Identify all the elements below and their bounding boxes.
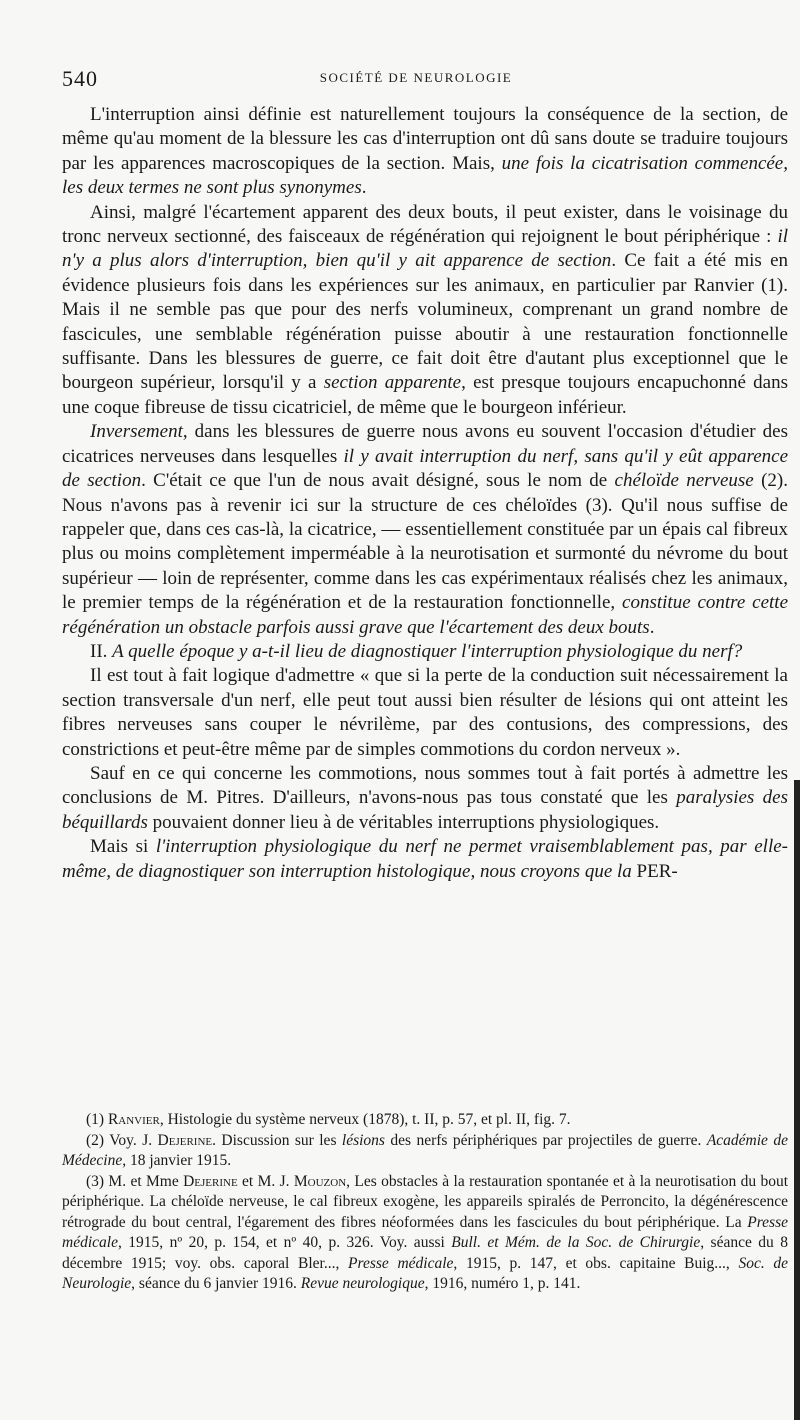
footnote-run: Dejerine <box>157 1131 213 1149</box>
text-run: une fois la cicatrisation commencée, les deux termes ne sont plus synonymes <box>62 152 788 199</box>
text-run: L'interruption ainsi définie est naturellement toujours la conséquence de la section, de même qu'au moment de la blessure les cas d'interruption ont dû sans doute se traduire toujours par les apparences macroscopiques de la section. Mais, <box>62 104 788 174</box>
footnote-run: Revue neurologique <box>300 1275 425 1292</box>
text-run: il n'y a plus alors d'interruption, bien qu'il y ait apparence de section <box>62 226 788 272</box>
page-number: 540 <box>62 66 98 91</box>
paragraph <box>62 103 788 201</box>
footnote-run: , séance du 8 décembre 1915; voy. obs. caporal Bler..., <box>62 1234 788 1272</box>
footnote-run: , 1915, p. 147, et obs. capitaine Buig..., <box>453 1254 739 1272</box>
footnote-run: Dejerine <box>183 1172 238 1190</box>
footnote-run: Académie de Médecine <box>62 1131 788 1169</box>
footnote-run: Presse médicale <box>348 1254 454 1272</box>
footnote-run: et M. J. <box>237 1172 294 1190</box>
text-run: Il est tout à fait logique d'admettre « que si la perte de la conduction suit nécessairement la section transversale d'un nerf, elle peut tout aussi bien résulter de lésions qui ont atteint les fibres nerveuses sans couper le névrilème, par des contusions, des compressions, des constrictions et peut-être même par de simples commotions du cordon nerveux ». <box>62 665 788 760</box>
text-run: pouvaient donner lieu à de véritables interruptions physiologiques. <box>147 811 660 833</box>
text-run: l'interruption physiologique du nerf ne permet vraisemblablement pas, par elle-même, de diagnostiquer son interruption histologique, nous croyons que la <box>62 836 788 882</box>
text-run: chéloïde nerveuse <box>614 470 754 492</box>
footnote-run: Presse médicale <box>62 1213 788 1251</box>
page-header <box>62 66 770 94</box>
text-run: . Ce fait a été mis en évidence plusieurs fois dans les expériences sur les animaux, en particulier par Ranvier (1). Mais il ne semble pas que pour des nerfs volumineux, comprenant un grand nombre de fascicules, une semblable régénération puisse aboutir à une restauration fonctionnelle suffisante. Dans les blessures de guerre, ce fait doit être d'autant plus exceptionnel que le bourgeon supérieur, lorsqu'il y a <box>62 250 789 394</box>
text-run: section apparente <box>323 372 462 394</box>
footnote-run: des nerfs périphériques par projectiles de guerre. <box>384 1131 707 1149</box>
body-text <box>62 103 788 884</box>
text-run: (2). Nous n'avons pas à revenir ici sur la structure de ces chéloïdes (3). Qu'il nous suffise de rappeler que, dans ces cas-là, la cicatrice, — essentiellement constituée par un épais cal fibreux plus ou moins complètement imperméable à la neurotisation et surmonté du névrome du bout supérieur — loin de représenter, comme dans les cas expérimentaux réalisés chez les animaux, le premier temps de la régénération et de la restauration fonctionnelle, <box>62 470 788 614</box>
text-run: II. <box>90 640 113 662</box>
text-run: Inversement <box>90 421 183 443</box>
footnote-run: (3) M. et Mme <box>86 1172 184 1190</box>
footnote-run: lésions <box>341 1131 385 1149</box>
paragraph <box>62 201 788 421</box>
text-run: paralysies des béquillards <box>62 787 788 833</box>
text-run: . <box>361 177 367 199</box>
footnote-run: Soc. de Neurologie <box>62 1254 788 1292</box>
paragraph <box>62 762 788 835</box>
text-run: il y avait interruption du nerf, sans qu'il y eût apparence de section <box>62 445 789 492</box>
footnote-run: . Discussion sur les <box>212 1131 342 1149</box>
footnote-run: (1) <box>86 1111 108 1128</box>
text-run: , dans les blessures de guerre nous avons eu souvent l'occasion d'étudier des cicatrices nerveuses dans lesquelles <box>62 421 788 467</box>
text-run: Sauf en ce qui concerne les commotions, nous sommes tout à fait portés à admettre les conclusions de M. Pitres. D'ailleurs, n'avons-nous pas tous constaté que les <box>62 762 788 809</box>
footnote <box>62 1131 788 1172</box>
text-run: constitue contre cette régénération un obstacle parfois aussi grave que l'écartement des deux bouts <box>62 592 788 638</box>
footnote-run: Mouzon <box>293 1172 347 1190</box>
footnote-run: , Histologie du système nerveux (1878), t. II, p. 57, et pl. II, fig. 7. <box>159 1111 571 1128</box>
footnote-run: , 1915, nº 20, p. 154, et nº 40, p. 326. Voy. aussi <box>117 1234 452 1251</box>
text-run: Mais si <box>90 836 156 858</box>
paragraph <box>62 420 788 640</box>
text-run: Ainsi, malgré l'écartement apparent des deux bouts, il peut exister, dans le voisinage du tronc nerveux sectionné, des faisceaux de régénération qui rejoignent le bout périphérique : <box>62 201 788 248</box>
footnote-run: Bull. et Mém. de la Soc. de Chirurgie <box>451 1234 701 1251</box>
footnotes <box>62 1110 788 1295</box>
footnote-run: , Les obstacles à la restauration spontanée et à la neurotisation du bout périphérique. La chéloïde nerveuse, le cal fibreux exogène, les appareils spiralés de Perroncito, la dégénérescence rétrograde du bout central, l'égarement des fibres néoformées dans les fascicules du bout périphérique. La <box>62 1172 789 1231</box>
page-edge-shadow <box>794 780 800 1420</box>
running-title: SOCIÉTÉ DE NEUROLOGIE <box>319 70 513 85</box>
text-run: . C'était ce que l'un de nous avait désigné, sous le nom de <box>141 470 615 492</box>
footnote-run: Ranvier <box>107 1111 160 1128</box>
footnote <box>62 1172 788 1295</box>
text-run: , est presque toujours encapuchonné dans une coque fibreuse de tissu cicatriciel, de même que le bourgeon inférieur. <box>62 372 788 418</box>
footnote <box>62 1110 788 1131</box>
footnote-run: , 1916, numéro 1, p. 141. <box>424 1275 581 1292</box>
text-run: . <box>649 616 655 638</box>
footnote-run: (2) Voy. J. <box>86 1131 158 1149</box>
footnote-run: , 18 janvier 1915. <box>122 1152 232 1169</box>
paragraph <box>62 835 788 884</box>
text-run: A quelle époque y a-t-il lieu de diagnostiquer l'interruption physiologique du nerf? <box>112 640 743 662</box>
paragraph <box>62 664 788 762</box>
footnote-run: , séance du 6 janvier 1916. <box>131 1275 301 1292</box>
paragraph <box>62 640 788 664</box>
text-run: PER- <box>631 860 678 882</box>
